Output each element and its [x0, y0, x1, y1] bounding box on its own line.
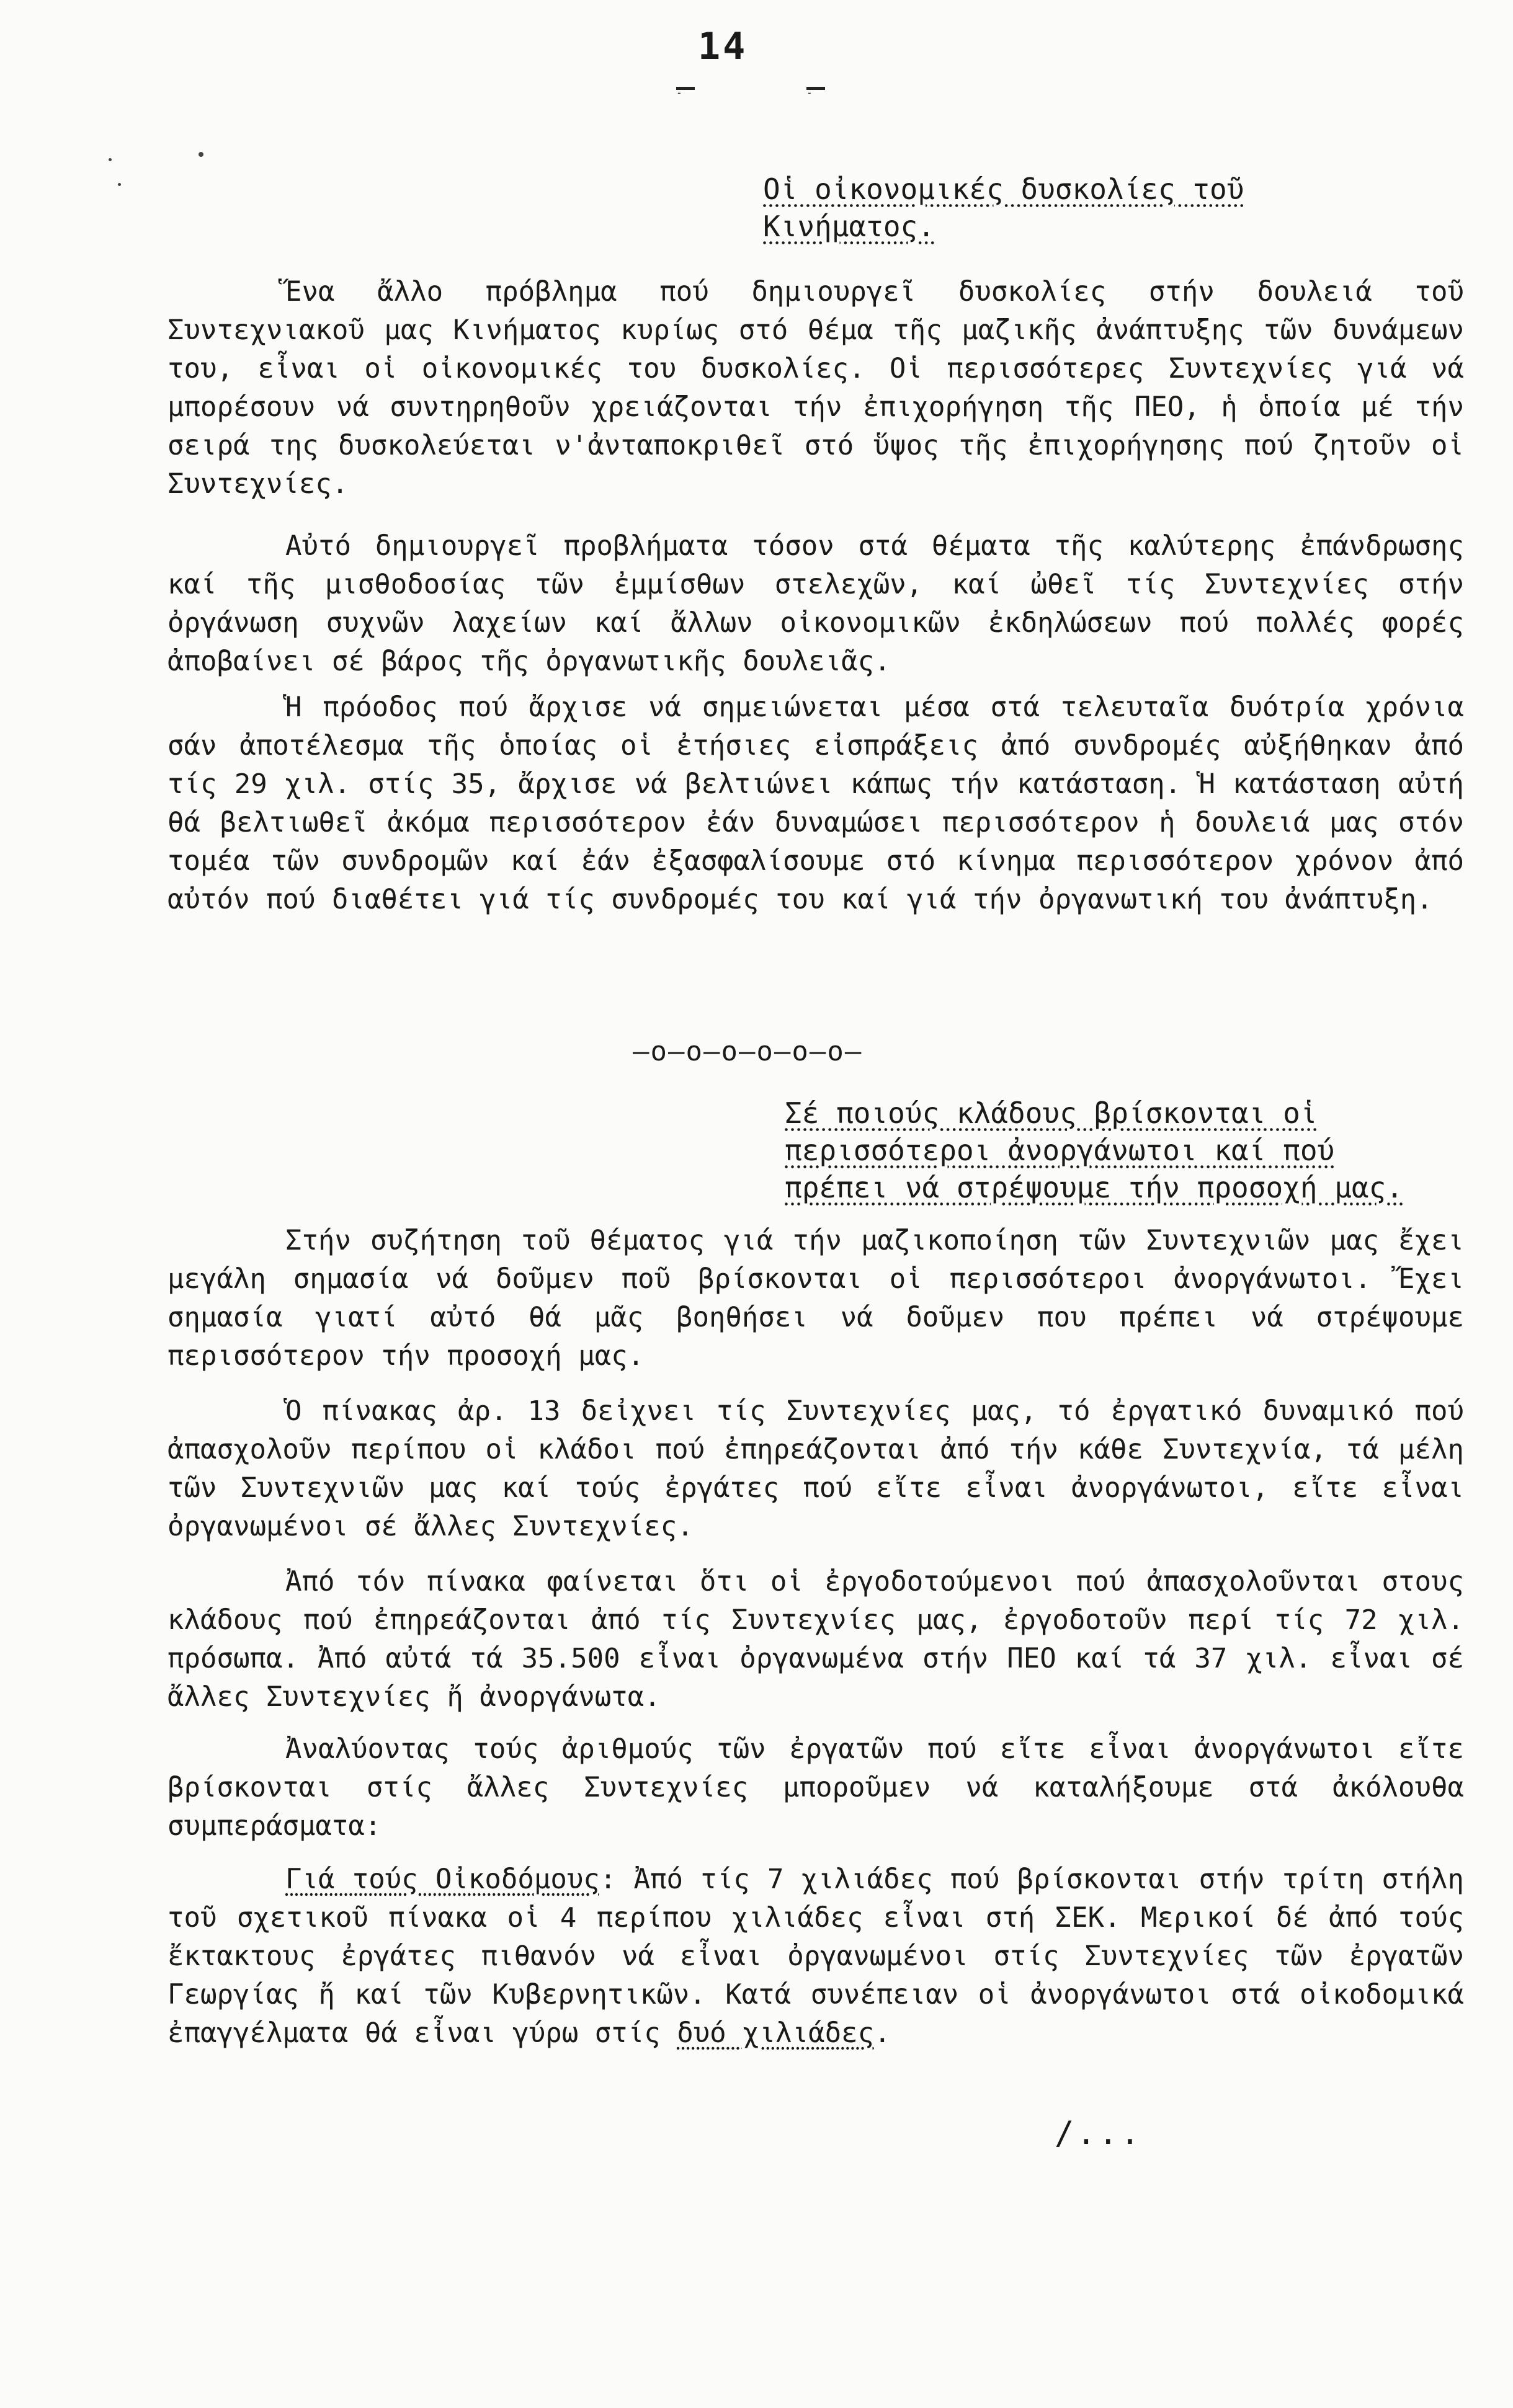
speck-mark [199, 152, 203, 157]
section-separator: –o–o–o–o–o–o– [633, 1036, 863, 1067]
section-heading-unorganized-sectors: Σέ ποιούς κλάδους βρίσκονται οἱ περισσότεροι ἀνοργάνωτοι καί πού πρέπει νά στρέψουμε τήν προσοχή μας. [785, 1096, 1403, 1204]
builders-emphasis: δυό χιλιάδες [677, 2017, 875, 2049]
paragraph-6: Ἀπό τόν πίνακα φαίνεται ὅτι οἱ ἐργοδοτούμενοι πού ἀπασχολοῦνται στους κλάδους πού ἐπηρεάζονται ἀπό τίς Συντεχνίες μας, ἐργοδοτοῦν περί τίς 72 χιλ. πρόσωπα. Ἀπό αὐτά τά 35.500 εἶναι ὀργανωμένα στήν ΠΕΟ καί τά 37 χιλ. εἶναι σέ ἄλλες Συντεχνίες ἤ ἀνοργάνωτα. [167, 1566, 1464, 1713]
paragraph-4: Στήν συζήτηση τοῦ θέματος γιά τήν μαζικοποίηση τῶν Συντεχνιῶν μας ἔχει μεγάλη σημασία νά δοῦμεν ποῦ βρίσκονται οἱ περισσότεροι ἀνοργάνωτοι. Ἔχει σημασία γιατί αὐτό θά μᾶς βοηθήσει νά δοῦμεν που πρέπει νά στρέψουμε περισσότερον τήν προσοχή μας. [167, 1225, 1464, 1372]
section-heading-financial-difficulties: Οἱ οἰκονομικές δυσκολίες τοῦ Κινήματος. [763, 172, 1244, 243]
paragraph-3: Ἡ πρόοδος πού ἄρχισε νά σημειώνεται μέσα στά τελευταῖα δυότρία χρόνια σάν ἀποτέλεσμα τῆς ὁποίας οἱ ἐτήσιες εἰσπράξεις ἀπό συνδρομές αὐξήθηκαν ἀπό τίς 29 χιλ. στίς 35, ἄρχισε νά βελτιώνει κάπως τήν κατάσταση. Ἡ κατάσταση αὐτή θά βελτιωθεῖ ἀκόμα περισσότερον ἐάν δυναμώσει περισσότερον ἡ δουλειά μας στόν τομέα τῶν συνδρομῶν καί ἐάν ἐξασφαλίσουμε στό κίνημα περισσότερον χρόνον ἀπό αὐτόν πού διαθέτει γιά τίς συνδρομές του καί γιά τήν ὀργανωτική του ἀνάπτυξη. [167, 691, 1464, 915]
paragraph-2: Αὐτό δημιουργεῖ προβλήματα τόσον στά θέματα τῆς καλύτερης ἐπάνδρωσης καί τῆς μισθοδοσίας τῶν ἐμμίσθων στελεχῶν, καί ὠθεῖ τίς Συντεχνίες στήν ὀργάνωση συχνῶν λαχείων καί ἄλλων οἰκονομικῶν ἐκδηλώσεων πού πολλές φορές ἀποβαίνει σέ βάρος τῆς ὀργανωτικῆς δουλειᾶς. [167, 530, 1464, 677]
speck-mark [109, 158, 112, 161]
header-dash-left: - [676, 87, 695, 90]
page-number: 14 [698, 25, 748, 68]
builders-text: : Ἀπό τίς 7 χιλιάδες πού βρίσκονται στήν τρίτη στήλη τοῦ σχετικοῦ πίνακα οἱ 4 περίπου χιλιάδες εἶναι στή ΣΕΚ. Μερικοί δέ ἀπό τούς ἔκτακτους ἐργάτες πιθανόν νά εἶναι ὀργανωμένοι στίς Συντεχνίες τῶν ἐργατῶν Γεωργίας ἤ καί τῶν Κυβερνητικῶν. Κατά συνέπειαν οἱ ἀνοργάνωτοι στά οἰκοδομικά ἐπαγγέλματα θά εἶναι γύρω στίς [167, 1864, 1464, 2049]
paragraph-7: Ἀναλύοντας τούς ἀριθμούς τῶν ἐργατῶν πού εἴτε εἶναι ἀνοργάνωτοι εἴτε βρίσκονται στίς ἄλλες Συντεχνίες μποροῦμεν νά καταλήξουμε στά ἀκόλουθα συμπεράσματα: [167, 1733, 1464, 1842]
builders-lead: Γιά τούς Οἰκοδόμους [285, 1864, 600, 1895]
speck-mark [118, 183, 121, 186]
continuation-mark: /... [1055, 2115, 1143, 2152]
paragraph-5: Ὁ πίνακας ἀρ. 13 δεἰχνει τίς Συντεχνίες μας, τό ἐργατικό δυναμικό πού ἀπασχολοῦν περίπου οἱ κλάδοι πού ἐπηρεάζονται ἀπό τήν κάθε Συντεχνία, τά μέλη τῶν Συντεχνιῶν μας καί τούς ἐργάτες πού εἴτε εἶναι ἀνοργάνωτοι, εἴτε εἶναι ὀργανωμένοι σέ ἄλλες Συντεχνίες. [167, 1395, 1464, 1542]
header-dash-right: - [806, 87, 825, 90]
paragraph-builders [167, 1860, 1464, 2053]
builders-end: . [874, 2017, 891, 2049]
paragraph-1: Ἕνα ἄλλο πρόβλημα πού δημιουργεῖ δυσκολίες στήν δουλειά τοῦ Συντεχνιακοῦ μας Κινήματος κυρίως στό θέμα τῆς μαζικῆς ἀνάπτυξης τῶν δυνάμεων του, εἶναι οἱ οἰκονομικές του δυσκολίες. Οἱ περισσότερες Συντεχνίες γιά νά μπορέσουν νά συντηρηθοῦν χρειάζονται τήν ἐπιχορήγηση τῆς ΠΕΟ, ἡ ὁποία μέ τήν σειρά της δυσκολεύεται ν'ἀνταποκριθεῖ στό ὕψος τῆς ἐπιχορήγησης πού ζητοῦν οἱ Συντεχνίες. [167, 276, 1464, 500]
